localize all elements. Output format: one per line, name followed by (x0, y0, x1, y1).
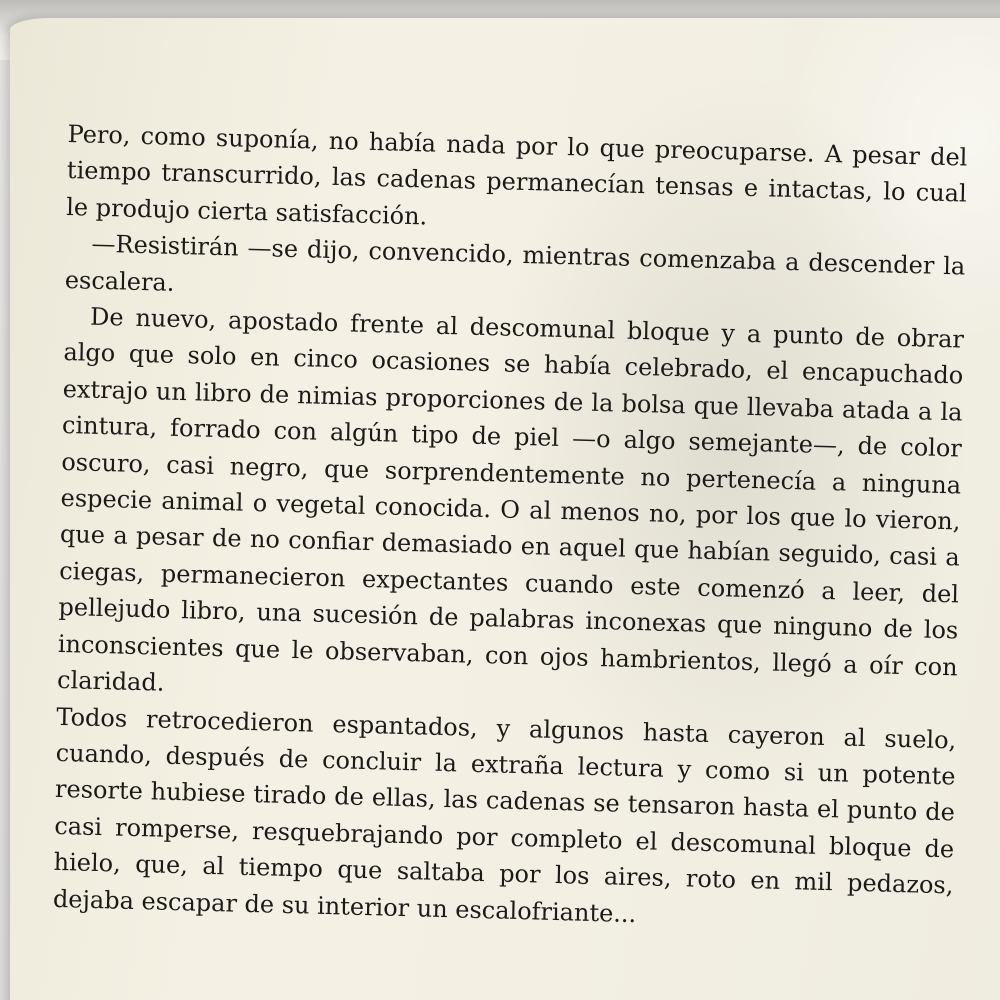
body-text (53, 116, 968, 940)
paragraph: —Resistirán —se dijo, convencido, mientras comenzaba a descender la escalera. (64, 229, 966, 297)
paragraph: Pero, como suponía, no había nada por lo que preocuparse. A pesar del tiempo transcurrido, las cadenas permanecían tensas e intactas, lo cual le produjo cierta satisfacción. (65, 119, 968, 231)
book-page (10, 18, 1000, 1000)
paragraph: Todos retrocedieron espantados, y algunos hasta cayeron al suelo, cuando, después de concluir la extraña lectura y como si un potente resorte hubiese tirado de ellas, las cadenas se tensaron hasta el punto de casi romperse, resquebrajando por completo el descomunal bloque de hielo, que, al tiempo que saltaba por los aires, roto en mil pedazos, dejaba escapar de su interior un escalofriante... (52, 702, 957, 928)
paragraph: De nuevo, apostado frente al descomunal bloque y a punto de obrar algo que solo en cinco ocasiones se había celebrado, el encapuchado extrajo un libro de nimias proporciones de la bolsa que llevaba atada a la cintura, forrado con algún tipo de piel —o algo semejante—, de color oscuro, casi negro, que sorprendentemente no pertenecía a ninguna especie animal o vegetal conocida. O al menos no, por los que lo vieron, que a pesar de no confiar demasiado en aquel que habían seguido, casi a ciegas, permanecieron expectantes cuando este comenzó a leer, del pellejudo libro, una sucesión de palabras inconexas que ninguno de los inconscientes que le observaban, con ojos hambrientos, llegó a oír con claridad. (56, 302, 965, 697)
